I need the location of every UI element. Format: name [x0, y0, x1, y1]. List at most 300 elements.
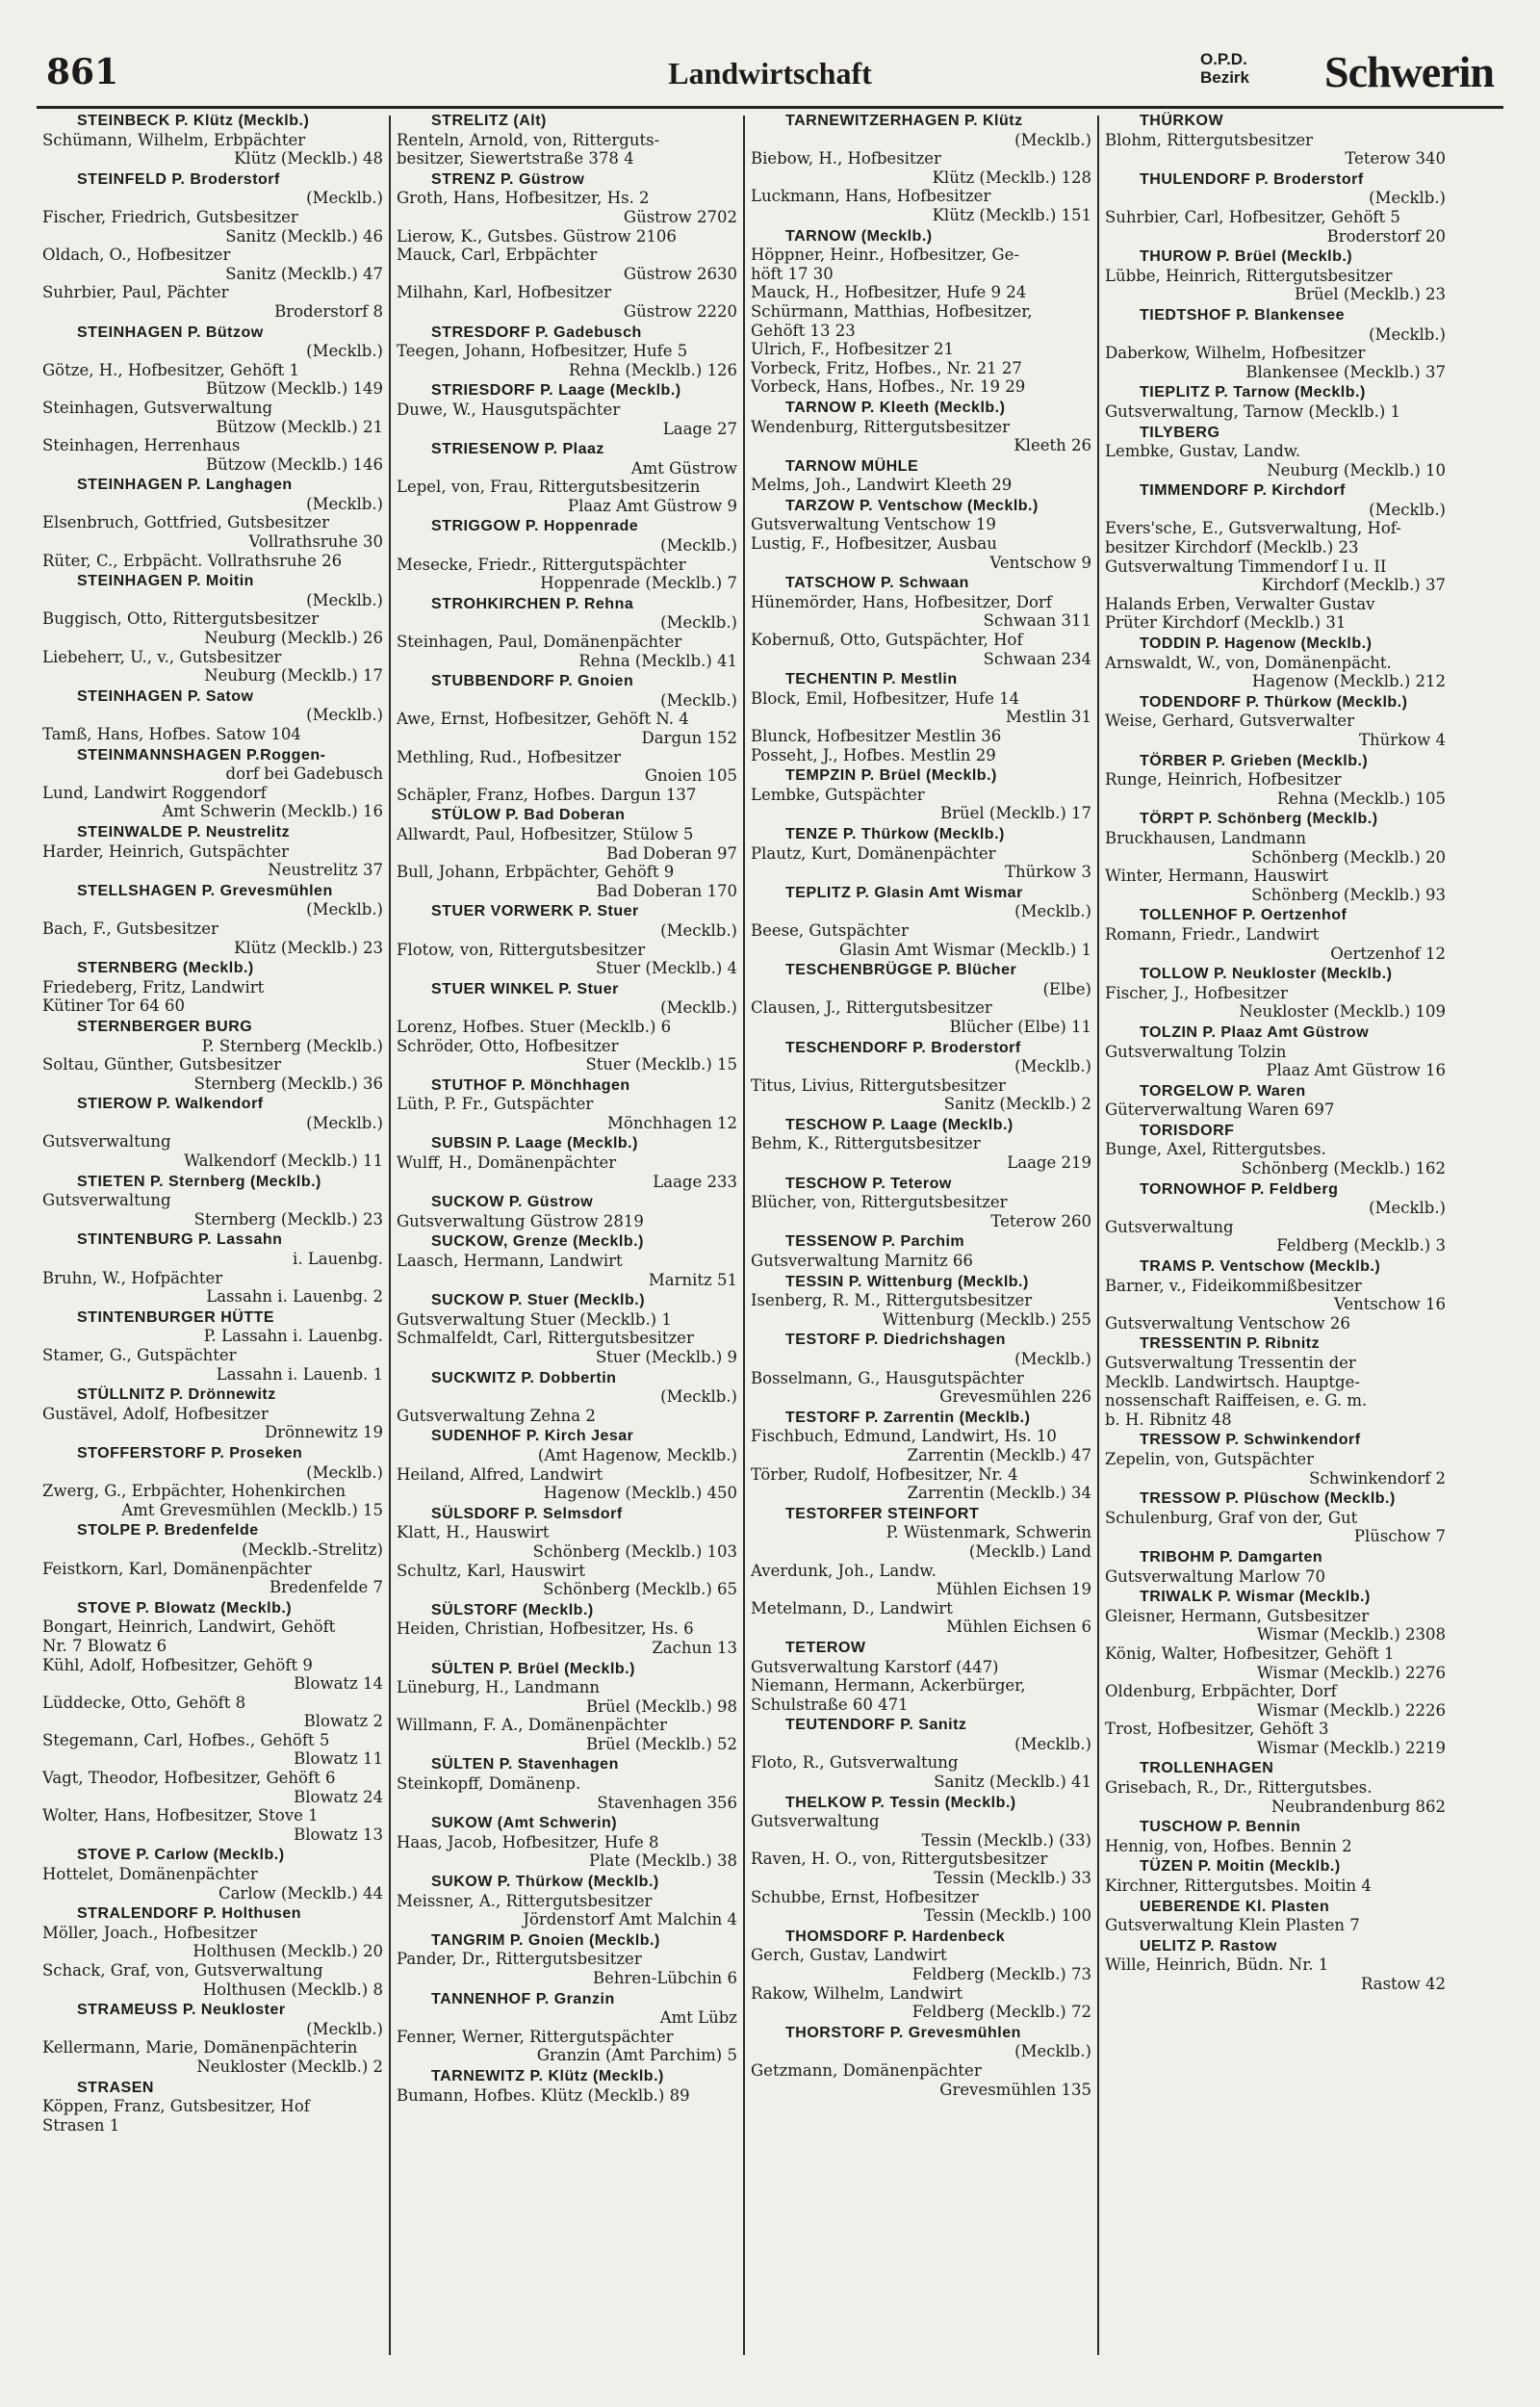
- entry-text: Runge, Heinrich, Hofbesitzer: [1105, 770, 1342, 789]
- entry-location: i. Lauenbg.: [293, 1250, 383, 1269]
- entry-text: Gutsverwaltung: [42, 1191, 171, 1210]
- entry-location: Zarrentin (Mecklb.) 34: [907, 1484, 1091, 1503]
- entry-text: Niemann, Hermann, Ackerbürger,: [751, 1676, 1026, 1695]
- entry-text: besitzer, Siewertstraße 378 4: [397, 149, 634, 168]
- directory-entry: [397, 902, 737, 977]
- entry-text: Hünemörder, Hans, Hofbesitzer, Dorf: [751, 592, 1052, 611]
- locality-heading: STERNBERG (Mecklb.): [77, 960, 254, 977]
- entry-text: Awe, Ernst, Hofbesitzer, Gehöft N. 4: [397, 710, 689, 729]
- locality-heading: STRAMEUSS P. Neukloster: [77, 2002, 286, 2019]
- entry-text: Groth, Hans, Hofbesitzer, Hs. 2: [397, 189, 650, 208]
- entry-text: Gerch, Gustav, Landwirt: [751, 1946, 947, 1965]
- locality-heading: TESTORF P. Zarrentin (Mecklb.): [785, 1409, 1031, 1426]
- entry-text: Gutsverwaltung Klein Plasten 7: [1105, 1916, 1360, 1935]
- entry-location: Sternberg (Mecklb.) 36: [193, 1074, 383, 1093]
- directory-entry: [42, 1599, 383, 1845]
- entry-text: Duwe, W., Hausgutspächter: [397, 400, 621, 419]
- entry-location: (Mecklb.): [660, 998, 737, 1018]
- entry-text: Bunge, Axel, Rittergutsbes.: [1105, 1140, 1326, 1159]
- entry-location: Hagenow (Mecklb.) 450: [543, 1484, 737, 1503]
- entry-location: (Mecklb.-Strelitz): [242, 1540, 383, 1559]
- entry-text: Rakow, Wilhelm, Landwirt: [751, 1983, 963, 2003]
- entry-location: Sanitz (Mecklb.) 2: [943, 1095, 1091, 1114]
- entry-text: Bongart, Heinrich, Landwirt, Gehöft: [42, 1618, 336, 1637]
- entry-text: Methling, Rud., Hofbesitzer: [397, 747, 621, 766]
- entry-text: Allwardt, Paul, Hofbesitzer, Stülow 5: [397, 824, 694, 843]
- entry-text: Vagt, Theodor, Hofbesitzer, Gehöft 6: [42, 1769, 336, 1788]
- locality-heading: STRIGGOW P. Hoppenrade: [431, 518, 639, 535]
- directory-entry: [1105, 1489, 1446, 1546]
- entry-text: Strasen 1: [42, 2115, 120, 2135]
- directory-entry: [751, 1273, 1091, 1330]
- directory-entry: [397, 170, 737, 322]
- entry-text: Lübbe, Heinrich, Rittergutsbesitzer: [1105, 266, 1393, 285]
- locality-heading: UELITZ P. Rastow: [1140, 1937, 1277, 1954]
- locality-heading: THÜRKOW: [1140, 113, 1224, 129]
- entry-location: Stuer (Mecklb.) 15: [585, 1055, 737, 1074]
- entry-location: Feldberg (Mecklb.) 73: [911, 1965, 1091, 1983]
- entry-location: Feldberg (Mecklb.) 72: [911, 2003, 1091, 2022]
- entry-text: Schürmann, Matthias, Hofbesitzer,: [751, 301, 1033, 321]
- locality-heading: STRENZ P. Güstrow: [431, 170, 585, 188]
- entry-text: Schubbe, Ernst, Hofbesitzer: [751, 1887, 979, 1906]
- locality-heading: TESCHENBRÜGGE P. Blücher: [785, 962, 1017, 979]
- entry-location: (Elbe): [1042, 979, 1091, 998]
- district-prefix: [1200, 50, 1249, 87]
- directory-entry: [1105, 112, 1446, 168]
- entry-location: Stavenhagen 356: [597, 1793, 737, 1812]
- entry-location: (Mecklb.): [306, 1113, 383, 1132]
- locality-heading: TORISDORF: [1140, 1122, 1235, 1139]
- entry-location: Plüschow 7: [1353, 1527, 1446, 1546]
- directory-entry: [42, 2079, 383, 2135]
- entry-text: Lorenz, Hofbes. Stuer (Mecklb.) 6: [397, 1017, 672, 1036]
- directory-entry: [397, 1755, 737, 1812]
- entry-location: Amt Schwerin (Mecklb.) 16: [162, 802, 383, 821]
- entry-location: Blowatz 14: [294, 1674, 383, 1694]
- entry-text: Kirchner, Rittergutsbes. Moitin 4: [1105, 1876, 1372, 1896]
- locality-heading: TEPLITZ P. Glasin Amt Wismar: [785, 884, 1023, 901]
- entry-text: Wulff, H., Domänenpächter: [397, 1153, 617, 1173]
- entry-text: Fischer, Friedrich, Gutsbesitzer: [42, 207, 298, 226]
- entry-text: Blücher, von, Rittergutsbesitzer: [751, 1193, 1008, 1212]
- entry-text: Schultz, Karl, Hauswirt: [397, 1561, 585, 1580]
- entry-text: Gutsverwaltung Stuer (Mecklb.) 1: [397, 1309, 672, 1329]
- entry-location: Kleeth 26: [1014, 436, 1091, 455]
- locality-heading: TROLLENHAGEN: [1140, 1760, 1274, 1777]
- entry-text: Heiland, Alfred, Landwirt: [397, 1464, 603, 1484]
- entry-text: Willmann, F. A., Domänenpächter: [397, 1716, 667, 1735]
- entry-text: Romann, Friedr., Landwirt: [1105, 924, 1320, 944]
- entry-location: Schönberg (Mecklb.) 20: [1251, 847, 1446, 867]
- directory-entry: [751, 574, 1091, 668]
- entry-text: Stegemann, Carl, Hofbes., Gehöft 5: [42, 1730, 330, 1749]
- entry-text: Harder, Heinrich, Gutspächter: [42, 841, 290, 861]
- entry-text: Tamß, Hans, Hofbes. Satow 104: [42, 725, 301, 743]
- district-name: Schwerin: [1324, 47, 1494, 96]
- locality-heading: STEINBECK P. Klütz (Mecklb.): [77, 113, 310, 129]
- locality-heading: STUER VORWERK P. Stuer: [431, 903, 639, 920]
- entry-location: Plaaz Amt Güstrow 9: [567, 496, 737, 515]
- locality-heading: SÜLSTORF (Mecklb.): [431, 1601, 594, 1618]
- locality-heading: STUBBENDORF P. Gnoien: [431, 673, 634, 690]
- entry-text: Gleisner, Hermann, Gutsbesitzer: [1105, 1606, 1370, 1625]
- entry-location: Rehna (Mecklb.) 105: [1276, 789, 1446, 808]
- entry-location: Amt Güstrow: [630, 458, 737, 478]
- directory-entry: [1105, 1937, 1446, 1994]
- directory-entry: [42, 687, 383, 744]
- entry-location: (Mecklb.): [660, 613, 737, 633]
- locality-heading: STRIESDORF P. Laage (Mecklb.): [431, 382, 681, 400]
- entry-text: Gutsverwaltung Tolzin: [1105, 1042, 1287, 1061]
- entry-location: Oertzenhof 12: [1330, 944, 1446, 963]
- entry-text: Gutsverwaltung Marlow 70: [1105, 1566, 1326, 1586]
- entry-text: Arnswaldt, W., von, Domänenpächt.: [1105, 653, 1392, 672]
- locality-heading: TOLLOW P. Neukloster (Mecklb.): [1140, 966, 1393, 983]
- entry-text: Bull, Johann, Erbpächter, Gehöft 9: [397, 863, 675, 882]
- entry-location: (Mecklb.): [1369, 189, 1446, 208]
- locality-heading: TOLZIN P. Plaaz Amt Güstrow: [1140, 1023, 1370, 1041]
- entry-text: Vorbeck, Fritz, Hofbes., Nr. 21 27: [751, 358, 1022, 377]
- entry-text: Buggisch, Otto, Rittergutsbesitzer: [42, 609, 320, 629]
- directory-entry: [42, 1095, 383, 1170]
- locality-heading: TESTORFER STEINFORT: [785, 1505, 980, 1522]
- entry-location: Sanitz (Mecklb.) 47: [225, 264, 383, 283]
- directory-entry: [397, 1193, 737, 1230]
- entry-location: Bredenfelde 7: [270, 1578, 383, 1597]
- locality-heading: TARZOW P. Ventschow (Mecklb.): [785, 497, 1039, 514]
- entry-location: Brüel (Mecklb.) 98: [585, 1696, 737, 1716]
- entry-text: Getzmann, Domänenpächter: [751, 2060, 982, 2080]
- directory-entry: [42, 1904, 383, 1999]
- entry-text: Pander, Dr., Rittergutsbesitzer: [397, 1950, 642, 1969]
- locality-heading: TÜZEN P. Moitin (Mecklb.): [1140, 1858, 1341, 1876]
- entry-location: (Amt Hagenow, Mecklb.): [537, 1445, 737, 1464]
- directory-entry: [42, 1230, 383, 1306]
- entry-text: Barner, v., Fideikommißbesitzer: [1105, 1276, 1362, 1295]
- entry-location: Ventschow 9: [989, 553, 1091, 572]
- locality-heading: TARNEWITZERHAGEN P. Klütz: [785, 113, 1023, 129]
- directory-entry: [42, 324, 383, 475]
- entry-text: Gutsverwaltung, Tarnow (Mecklb.) 1: [1105, 401, 1401, 421]
- directory-entry: [1105, 1857, 1446, 1895]
- page-number: 861: [46, 52, 119, 92]
- entry-text: Kobernuß, Otto, Gutspächter, Hof: [751, 631, 1023, 650]
- entry-text: Clausen, J., Rittergutsbesitzer: [751, 998, 992, 1018]
- entry-text: Wille, Heinrich, Büdn. Nr. 1: [1105, 1955, 1329, 1975]
- entry-location: Bützow (Mecklb.) 21: [216, 417, 383, 436]
- locality-heading: STOFFERSTORF P. Proseken: [77, 1444, 303, 1462]
- entry-text: Metelmann, D., Landwirt: [751, 1598, 953, 1618]
- column-3: [745, 112, 1097, 2355]
- directory-entry: [751, 112, 1091, 225]
- entry-location: Schönberg (Mecklb.) 93: [1251, 885, 1446, 904]
- locality-heading: STELLSHAGEN P. Grevesmühlen: [77, 882, 333, 899]
- entry-location: Bad Doberan 97: [606, 843, 737, 863]
- entry-location: (Mecklb.): [1014, 1350, 1091, 1368]
- entry-location: Dargun 152: [641, 729, 737, 747]
- entry-text: Friedeberg, Fritz, Landwirt: [42, 977, 265, 996]
- entry-location: Blowatz 24: [294, 1787, 383, 1806]
- entry-text: Mauck, Carl, Erbpächter: [397, 246, 598, 265]
- entry-location: Grevesmühlen 226: [939, 1387, 1091, 1407]
- entry-location: Zachun 13: [652, 1638, 737, 1657]
- entry-location: Walkendorf (Mecklb.) 11: [184, 1152, 383, 1171]
- entry-text: Stamer, G., Gutspächter: [42, 1346, 237, 1364]
- entry-location: Wismar (Mecklb.) 2219: [1256, 1738, 1446, 1757]
- entry-location: Mestlin 31: [1005, 708, 1091, 727]
- directory-entry: [751, 1794, 1091, 1926]
- entry-text: Posseht, J., Hofbes. Mestlin 29: [751, 745, 996, 764]
- locality-heading: TETEROW: [785, 1639, 866, 1656]
- directory-entry: [397, 1369, 737, 1426]
- entry-text: Steinhagen, Gutsverwaltung: [42, 398, 273, 417]
- entry-location: Blankensee (Mecklb.) 37: [1245, 362, 1446, 381]
- entry-location: (Mecklb.): [1014, 902, 1091, 921]
- directory-entry: [751, 1175, 1091, 1231]
- locality-heading: SUBSIN P. Laage (Mecklb.): [431, 1135, 638, 1152]
- entry-location: Neuburg (Mecklb.) 17: [204, 666, 383, 686]
- entry-location: (Mecklb.): [306, 590, 383, 609]
- entry-text: Zwerg, G., Erbpächter, Hohenkirchen: [42, 1482, 346, 1501]
- entry-text: Lepel, von, Frau, Rittergutsbesitzerin: [397, 478, 701, 497]
- directory-entry: [397, 1990, 737, 2065]
- entry-location: Lassahn i. Lauenb. 1: [216, 1364, 383, 1384]
- entry-text: Gutsverwaltung Ventschow 26: [1105, 1313, 1350, 1333]
- entry-text: Schmalfeldt, Carl, Rittergutsbesitzer: [397, 1329, 694, 1348]
- entry-text: Schulenburg, Graf von der, Gut: [1105, 1508, 1358, 1527]
- locality-heading: TORGELOW P. Waren: [1140, 1082, 1306, 1100]
- locality-heading: TESCHENDORF P. Broderstorf: [785, 1039, 1021, 1056]
- entry-location: (Mecklb.): [1014, 130, 1091, 149]
- entry-text: Daberkow, Wilhelm, Hofbesitzer: [1105, 344, 1366, 363]
- entry-text: Luckmann, Hans, Hofbesitzer: [751, 187, 991, 206]
- locality-heading: TESTORF P. Diedrichshagen: [785, 1332, 1006, 1349]
- locality-heading: SUCKOW P. Güstrow: [431, 1194, 594, 1211]
- directory-entry: [42, 1308, 383, 1384]
- locality-heading: STRIESENOW P. Plaaz: [431, 441, 604, 458]
- entry-text: Schröder, Otto, Hofbesitzer: [397, 1036, 619, 1055]
- entry-location: Neukloster (Mecklb.) 109: [1239, 1002, 1446, 1022]
- locality-heading: THUROW P. Brüel (Mecklb.): [1140, 248, 1353, 266]
- locality-heading: TRESSOW P. Schwinkendorf: [1140, 1432, 1361, 1449]
- entry-location: (Mecklb.): [1369, 500, 1446, 519]
- entry-text: Gutsverwaltung Karstorf (447): [751, 1657, 999, 1676]
- entry-text: Lund, Landwirt Roggendorf: [42, 783, 267, 802]
- directory-entry: [397, 595, 737, 670]
- directory-entry: [1105, 634, 1446, 691]
- entry-text: Trost, Hofbesitzer, Gehöft 3: [1105, 1720, 1329, 1739]
- entry-location: dorf bei Gadebusch: [225, 764, 383, 784]
- entry-text: Mauck, H., Hofbesitzer, Hufe 9 24: [751, 283, 1027, 302]
- entry-text: Lembke, Gustav, Landw.: [1105, 442, 1301, 461]
- directory-entry: [1105, 1180, 1446, 1255]
- directory-entry: [1105, 1122, 1446, 1178]
- entry-text: Gutsverwaltung Marnitz 66: [751, 1252, 973, 1271]
- locality-heading: TRIWALK P. Wismar (Mecklb.): [1140, 1589, 1371, 1606]
- directory-entry: [42, 1521, 383, 1596]
- locality-heading: STEINHAGEN P. Moitin: [77, 573, 254, 590]
- directory-entry: [751, 1716, 1091, 1791]
- entry-text: Ulrich, F., Hofbesitzer 21: [751, 340, 955, 359]
- entry-text: Heiden, Christian, Hofbesitzer, Hs. 6: [397, 1619, 694, 1639]
- entry-location: Hagenow (Mecklb.) 212: [1251, 672, 1446, 691]
- entry-location: Broderstorf 20: [1326, 226, 1446, 246]
- locality-heading: TILYBERG: [1140, 424, 1220, 441]
- directory-entry: [751, 961, 1091, 1036]
- entry-location: Jördenstorf Amt Malchin 4: [523, 1910, 737, 1929]
- locality-heading: SUKOW (Amt Schwerin): [431, 1815, 618, 1832]
- directory-entry: [751, 399, 1091, 455]
- entry-text: Schümann, Wilhelm, Erbpächter: [42, 130, 306, 149]
- entry-text: Steinkopff, Domänenp.: [397, 1774, 581, 1794]
- locality-heading: STERNBERGER BURG: [77, 1018, 253, 1035]
- locality-heading: UEBERENDE Kl. Plasten: [1140, 1898, 1330, 1915]
- locality-heading: THULENDORF P. Broderstorf: [1140, 170, 1364, 188]
- entry-location: Rehna (Mecklb.) 126: [568, 360, 737, 379]
- locality-heading: TRAMS P. Ventschow (Mecklb.): [1140, 1258, 1381, 1276]
- entry-location: Kirchdorf (Mecklb.) 37: [1261, 576, 1446, 595]
- entry-text: Bumann, Hofbes. Klütz (Mecklb.) 89: [397, 2085, 690, 2105]
- entry-text: Oldach, O., Hofbesitzer: [42, 246, 231, 265]
- directory-entry: [42, 170, 383, 322]
- entry-location: Drönnewitz 19: [264, 1423, 383, 1442]
- entry-location: Behren-Lübchin 6: [592, 1969, 737, 1987]
- directory-entry: [1105, 306, 1446, 381]
- directory-entry: [397, 806, 737, 900]
- entry-location: Teterow 260: [990, 1211, 1091, 1230]
- directory-entry: [42, 572, 383, 686]
- locality-heading: STEINWALDE P. Neustrelitz: [77, 823, 291, 841]
- directory-entry: [42, 2001, 383, 2076]
- directory-entry: [1105, 383, 1446, 421]
- entry-location: Mühlen Eichsen 6: [946, 1618, 1091, 1637]
- entry-text: Halands Erben, Verwalter Gustav: [1105, 594, 1375, 613]
- locality-heading: STINTENBURGER HÜTTE: [77, 1308, 275, 1326]
- entry-text: Floto, R., Gutsverwaltung: [751, 1753, 959, 1773]
- locality-heading: STEINMANNSHAGEN P.Roggen-: [77, 746, 326, 764]
- entry-text: Suhrbier, Paul, Pächter: [42, 283, 229, 302]
- entry-text: Fenner, Werner, Rittergutspächter: [397, 2027, 674, 2046]
- locality-heading: TODDIN P. Hagenow (Mecklb.): [1140, 635, 1373, 653]
- locality-heading: TARNOW MÜHLE: [785, 457, 919, 475]
- entry-text: Evers'sche, E., Gutsverwaltung, Hof-: [1105, 519, 1401, 538]
- directory-entry: [1105, 1548, 1446, 1586]
- directory-entry: [1105, 906, 1446, 963]
- directory-entry: [397, 1291, 737, 1366]
- entry-text: Törber, Rudolf, Hofbesitzer, Nr. 4: [751, 1464, 1018, 1484]
- entry-location: (Mecklb.): [306, 189, 383, 208]
- directory-entry: [397, 1873, 737, 1929]
- entry-location: Amt Lübz: [659, 2008, 737, 2028]
- locality-heading: SÜLSDORF P. Selmsdorf: [431, 1505, 623, 1522]
- entry-location: Broderstorf 8: [274, 301, 383, 321]
- entry-location: Sternberg (Mecklb.) 23: [193, 1209, 383, 1229]
- entry-text: Mesecke, Friedr., Rittergutspächter: [397, 555, 686, 574]
- entry-location: (Mecklb.): [306, 900, 383, 919]
- entry-location: (Mecklb.): [1014, 1057, 1091, 1076]
- entry-text: Hottelet, Domänenpächter: [42, 1865, 258, 1884]
- directory-entry: [397, 1232, 737, 1289]
- entry-location: Tessin (Mecklb.) 100: [923, 1906, 1091, 1926]
- locality-heading: STINTENBURG P. Lassahn: [77, 1231, 283, 1249]
- directory-entry: [1105, 1898, 1446, 1935]
- entry-location: P. Lassahn i. Lauenbg.: [203, 1327, 383, 1346]
- entry-text: Haas, Jacob, Hofbesitzer, Hufe 8: [397, 1832, 659, 1851]
- locality-heading: STRELITZ (Alt): [431, 113, 547, 129]
- entry-location: (Mecklb.): [660, 1387, 737, 1407]
- entry-location: Bützow (Mecklb.) 146: [206, 454, 383, 474]
- directory-entry: [397, 2067, 737, 2105]
- directory-entry: [42, 1018, 383, 1093]
- directory-entry: [42, 112, 383, 168]
- header-rule: [37, 106, 1503, 109]
- entry-text: Elsenbruch, Gottfried, Gutsbesitzer: [42, 513, 330, 532]
- entry-text: Oldenburg, Erbpächter, Dorf: [1105, 1682, 1337, 1701]
- entry-text: Schäpler, Franz, Hofbes. Dargun 137: [397, 785, 697, 804]
- directory-entry: [397, 324, 737, 380]
- locality-heading: STIETEN P. Sternberg (Mecklb.): [77, 1173, 321, 1190]
- entry-text: Milhahn, Karl, Hofbesitzer: [397, 283, 611, 302]
- locality-heading: TARNOW P. Kleeth (Mecklb.): [785, 399, 1006, 416]
- entry-text: Fischbuch, Edmund, Landwirt, Hs. 10: [751, 1427, 1057, 1446]
- entry-location: P. Wüstenmark, Schwerin: [886, 1523, 1091, 1542]
- locality-heading: TESCHOW P. Laage (Mecklb.): [785, 1116, 1014, 1133]
- entry-location: (Mecklb.): [660, 920, 737, 940]
- entry-text: Blunck, Hofbesitzer Mestlin 36: [751, 727, 1002, 745]
- locality-heading: TEUTENDORF P. Sanitz: [785, 1717, 967, 1734]
- locality-heading: TRIBOHM P. Damgarten: [1140, 1548, 1323, 1566]
- entry-text: b. H. Ribnitz 48: [1105, 1410, 1232, 1429]
- entry-location: Brüel (Mecklb.) 23: [1294, 285, 1446, 304]
- entry-location: (Mecklb.): [306, 2019, 383, 2038]
- entry-location: (Mecklb.): [660, 690, 737, 710]
- entry-text: Gutsverwaltung Tressentin der: [1105, 1354, 1356, 1372]
- directory-entry: [397, 1601, 737, 1658]
- locality-heading: TENZE P. Thürkow (Mecklb.): [785, 825, 1005, 842]
- entry-text: Suhrbier, Carl, Hofbesitzer, Gehöft 5: [1105, 207, 1400, 226]
- entry-location: (Mecklb.): [306, 342, 383, 361]
- entry-text: Kellermann, Marie, Domänenpächterin: [42, 2038, 358, 2058]
- directory-entry: [751, 825, 1091, 882]
- directory-entry: [751, 1639, 1091, 1714]
- entry-location: Laage 233: [653, 1172, 737, 1191]
- entry-location: Marnitz 51: [648, 1270, 737, 1289]
- entry-text: Bach, F., Gutsbesitzer: [42, 919, 218, 938]
- locality-heading: TODENDORF P. Thürkow (Mecklb.): [1140, 693, 1408, 711]
- entry-text: Zepelin, von, Gutspächter: [1105, 1449, 1315, 1468]
- directory-entry: [751, 1331, 1091, 1406]
- locality-heading: STOVE P. Carlow (Mecklb.): [77, 1847, 285, 1864]
- entry-location: Blücher (Elbe) 11: [949, 1017, 1091, 1036]
- entry-location: Tessin (Mecklb.) (33): [921, 1830, 1091, 1850]
- locality-heading: THOMSDORF P. Hardenbeck: [785, 1928, 1006, 1945]
- directory-entry: [1105, 1334, 1446, 1429]
- locality-heading: TATSCHOW P. Schwaan: [785, 575, 969, 592]
- locality-heading: SÜLTEN P. Brüel (Mecklb.): [431, 1660, 635, 1677]
- directory-entry: [42, 823, 383, 880]
- entry-text: Gutsverwaltung: [42, 1132, 171, 1152]
- section-title: Landwirtschaft: [668, 56, 872, 91]
- locality-heading: TESCHOW P. Teterow: [785, 1175, 952, 1192]
- locality-heading: TESSIN P. Wittenburg (Mecklb.): [785, 1273, 1029, 1290]
- entry-location: Teterow 340: [1345, 149, 1446, 168]
- entry-text: Gutsverwaltung Zehna 2: [397, 1406, 596, 1425]
- entry-location: Feldberg (Mecklb.) 3: [1276, 1236, 1446, 1255]
- opd-label: O.P.D.: [1199, 50, 1247, 68]
- entry-text: Plautz, Kurt, Domänenpächter: [751, 843, 996, 863]
- directory-entry: [397, 1505, 737, 1599]
